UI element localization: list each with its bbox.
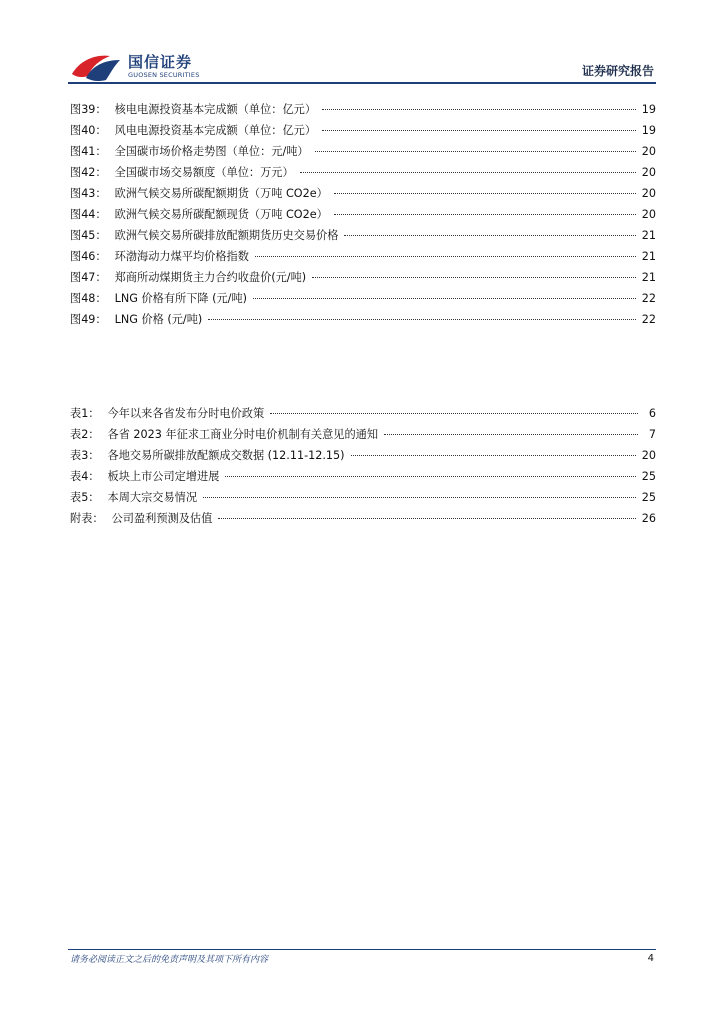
entry-label: 表4： (70, 470, 100, 483)
brand-name-en: GUOSEN SECURITIES (128, 71, 200, 79)
entry-title: 欧洲气候交易所碳配额期货（万吨 CO2e） (114, 187, 328, 200)
entry-page-number: 20 (641, 449, 656, 462)
header-divider (68, 82, 656, 84)
table-index (70, 403, 656, 529)
figure-index-entry[interactable] (70, 267, 656, 288)
entry-label: 图40： (70, 124, 107, 137)
figure-index-entry[interactable] (70, 183, 656, 204)
entry-title: 核电电源投资基本完成额（单位：亿元） (114, 103, 317, 116)
guosen-logo-icon (70, 52, 124, 82)
entry-page-number: 22 (641, 313, 656, 326)
entry-label: 图42： (70, 166, 107, 179)
entry-page-number: 25 (641, 470, 656, 483)
table-index-entry[interactable] (70, 466, 656, 487)
entry-title: 欧洲气候交易所碳配额现货（万吨 CO2e） (114, 208, 328, 221)
entry-label: 图46： (70, 250, 107, 263)
figure-index-entry[interactable] (70, 309, 656, 330)
entry-page-number: 20 (641, 166, 656, 179)
dot-leader (255, 256, 636, 257)
entry-title: LNG 价格 (元/吨) (114, 313, 203, 326)
dot-leader (253, 298, 636, 299)
figure-index-entry[interactable] (70, 120, 656, 141)
entry-title: 郑商所动煤期货主力合约收盘价(元/吨) (114, 271, 307, 284)
entry-page-number: 7 (648, 428, 656, 441)
dot-leader (270, 413, 638, 414)
page-number: 4 (647, 953, 654, 964)
entry-page-number: 19 (641, 124, 656, 137)
entry-title: 公司盈利预测及估值 (111, 512, 213, 525)
entry-title: 各地交易所碳排放配额成交数据 (12.11-12.15) (107, 449, 345, 462)
figure-index-entry[interactable] (70, 99, 656, 120)
entry-label: 图45： (70, 229, 107, 242)
table-index-entry[interactable] (70, 508, 656, 529)
dot-leader (225, 476, 635, 477)
entry-label: 表1： (70, 407, 100, 420)
dot-leader (351, 455, 636, 456)
entry-label: 表5： (70, 491, 100, 504)
figure-index (70, 99, 656, 330)
entry-label: 图44： (70, 208, 107, 221)
dot-leader (203, 497, 636, 498)
entry-page-number: 21 (641, 271, 656, 284)
entry-page-number: 20 (641, 145, 656, 158)
report-type: 证券研究报告 (581, 64, 654, 78)
entry-label: 图41： (70, 145, 107, 158)
entry-page-number: 21 (641, 250, 656, 263)
figure-index-entry[interactable] (70, 141, 656, 162)
entry-title: 各省 2023 年征求工商业分时电价机制有关意见的通知 (107, 428, 379, 441)
entry-title: 本周大宗交易情况 (107, 491, 198, 504)
brand-name-cn: 国信证券 (128, 53, 193, 71)
page-header (0, 0, 724, 90)
figure-index-entry[interactable] (70, 162, 656, 183)
figure-index-entry[interactable] (70, 288, 656, 309)
dot-leader (315, 151, 636, 152)
entry-title: 全国碳市场价格走势图（单位：元/吨） (114, 145, 309, 158)
entry-page-number: 19 (641, 103, 656, 116)
figure-index-entry[interactable] (70, 204, 656, 225)
dot-leader (300, 172, 636, 173)
entry-page-number: 22 (641, 292, 656, 305)
footer-disclaimer: 请务必阅读正文之后的免责声明及其项下所有内容 (70, 955, 269, 965)
entry-label: 图48： (70, 292, 107, 305)
table-index-entry[interactable] (70, 403, 656, 424)
entry-page-number: 21 (641, 229, 656, 242)
entry-page-number: 26 (641, 512, 656, 525)
guosen-logo (70, 52, 210, 86)
dot-leader (322, 130, 636, 131)
entry-label: 图47： (70, 271, 107, 284)
entry-title: 板块上市公司定增进展 (107, 470, 220, 483)
entry-label: 表2： (70, 428, 100, 441)
entry-label: 附表： (70, 512, 104, 525)
entry-page-number: 20 (641, 187, 656, 200)
dot-leader (322, 109, 636, 110)
entry-label: 图43： (70, 187, 107, 200)
figure-index-entry[interactable] (70, 246, 656, 267)
figure-index-entry[interactable] (70, 225, 656, 246)
dot-leader (208, 319, 635, 320)
table-index-entry[interactable] (70, 487, 656, 508)
table-index-entry[interactable] (70, 424, 656, 445)
dot-leader (334, 193, 636, 194)
entry-label: 图49： (70, 313, 107, 326)
entry-title: 欧洲气候交易所碳排放配额期货历史交易价格 (114, 229, 339, 242)
dot-leader (384, 434, 638, 435)
dot-leader (218, 518, 635, 519)
entry-label: 图39： (70, 103, 107, 116)
dot-leader (334, 214, 636, 215)
table-index-entry[interactable] (70, 445, 656, 466)
entry-title: 风电电源投资基本完成额（单位：亿元） (114, 124, 317, 137)
entry-title: 今年以来各省发布分时电价政策 (107, 407, 265, 420)
entry-label: 表3： (70, 449, 100, 462)
dot-leader (344, 235, 635, 236)
dot-leader (312, 277, 636, 278)
entry-title: 环渤海动力煤平均价格指数 (114, 250, 249, 263)
entry-title: LNG 价格有所下降 (元/吨) (114, 292, 248, 305)
entry-page-number: 20 (641, 208, 656, 221)
footer-divider (68, 949, 656, 950)
entry-page-number: 25 (641, 491, 656, 504)
entry-page-number: 6 (648, 407, 656, 420)
entry-title: 全国碳市场交易额度（单位：万元） (114, 166, 294, 179)
